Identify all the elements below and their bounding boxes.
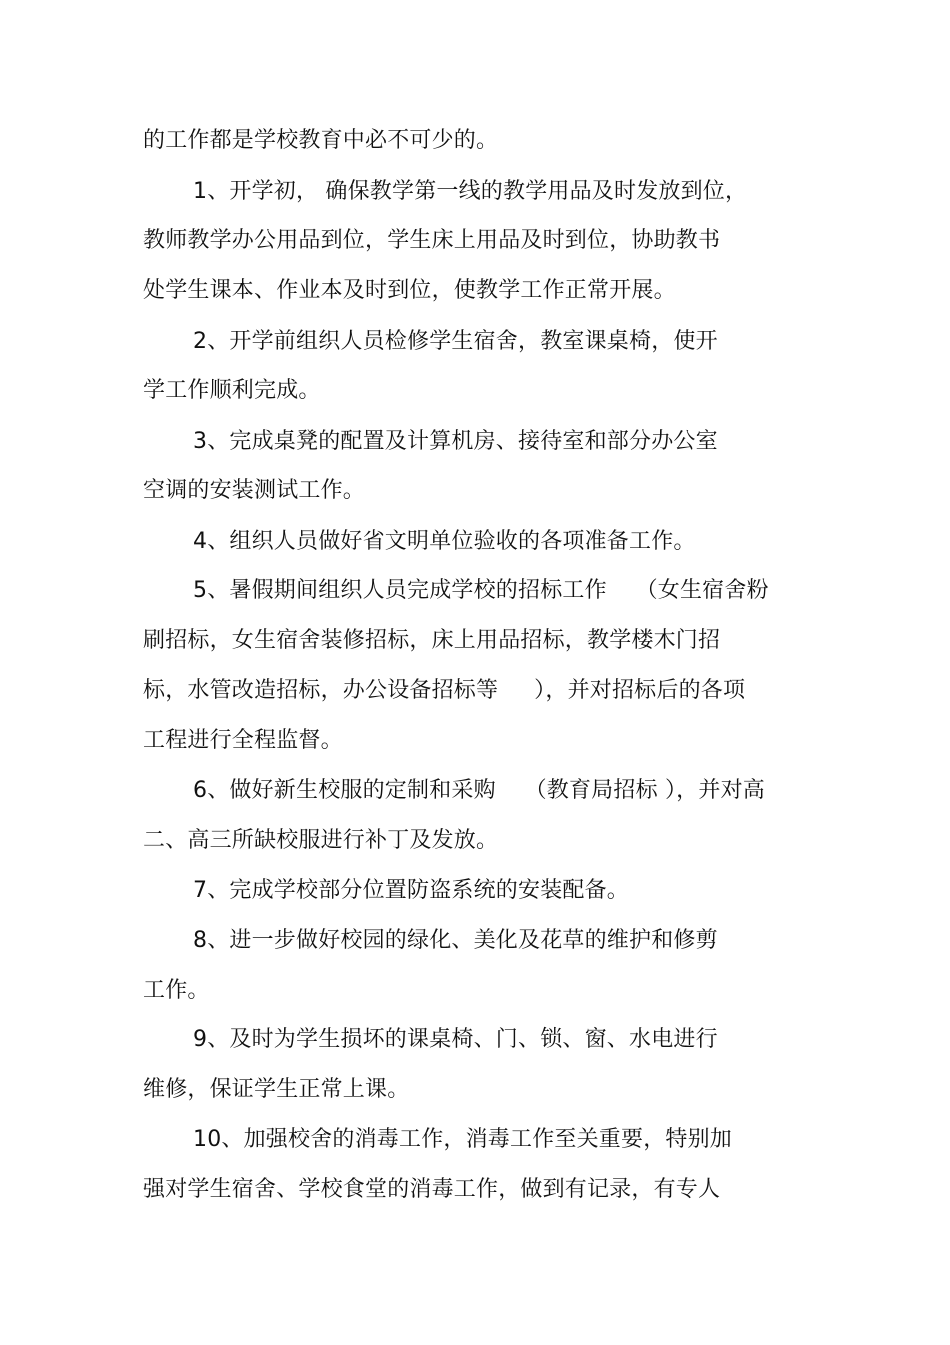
paragraph-item-8-line: 8、进一步做好校园的绿化、美化及花草的维护和修剪 (193, 928, 718, 953)
text-line: 的工作都是学校教育中必不可少的。 (143, 128, 499, 153)
text-line: 强对学生宿舍、学校食堂的消毒工作，做到有记录，有专人 (143, 1177, 721, 1202)
text-line: 学工作顺利完成。 (143, 378, 321, 403)
text-line: 维修，保证学生正常上课。 (143, 1077, 410, 1102)
text-line: 教师教学办公用品到位，学生床上用品及时到位，协助教书 (143, 228, 721, 253)
text-line: 工作。 (143, 978, 210, 1003)
paragraph-item-1-line: 1、开学初， 确保教学第一线的教学用品及时发放到位， (193, 179, 748, 204)
paragraph-item-9-line: 9、及时为学生损坏的课桌椅、门、锁、窗、水电进行 (193, 1027, 718, 1052)
text-line: 处学生课本、作业本及时到位，使教学工作正常开展。 (143, 278, 676, 303)
text-line: 空调的安装测试工作。 (143, 478, 366, 503)
paragraph-item-4-line: 4、组织人员做好省文明单位验收的各项准备工作。 (193, 529, 696, 554)
paragraph-item-6-line: 6、做好新生校服的定制和采购 （教育局招标 ），并对高 (193, 778, 765, 803)
text-line: 标，水管改造招标，办公设备招标等 ），并对招标后的各项 (143, 678, 746, 703)
text-line: 工程进行全程监督。 (143, 728, 343, 753)
paragraph-item-3-line: 3、完成桌凳的配置及计算机房、接待室和部分办公室 (193, 429, 718, 454)
text-line: 二、高三所缺校服进行补丁及发放。 (143, 828, 499, 853)
paragraph-item-5-line: 5、暑假期间组织人员完成学校的招标工作 （女生宿舍粉 (193, 578, 769, 603)
paragraph-item-2-line: 2、开学前组织人员检修学生宿舍，教室课桌椅，使开 (193, 329, 718, 354)
paragraph-item-7-line: 7、完成学校部分位置防盗系统的安装配备。 (193, 878, 629, 903)
paragraph-item-10-line: 10、加强校舍的消毒工作，消毒工作至关重要，特别加 (193, 1127, 732, 1152)
text-line: 刷招标，女生宿舍装修招标，床上用品招标，教学楼木门招 (143, 628, 721, 653)
